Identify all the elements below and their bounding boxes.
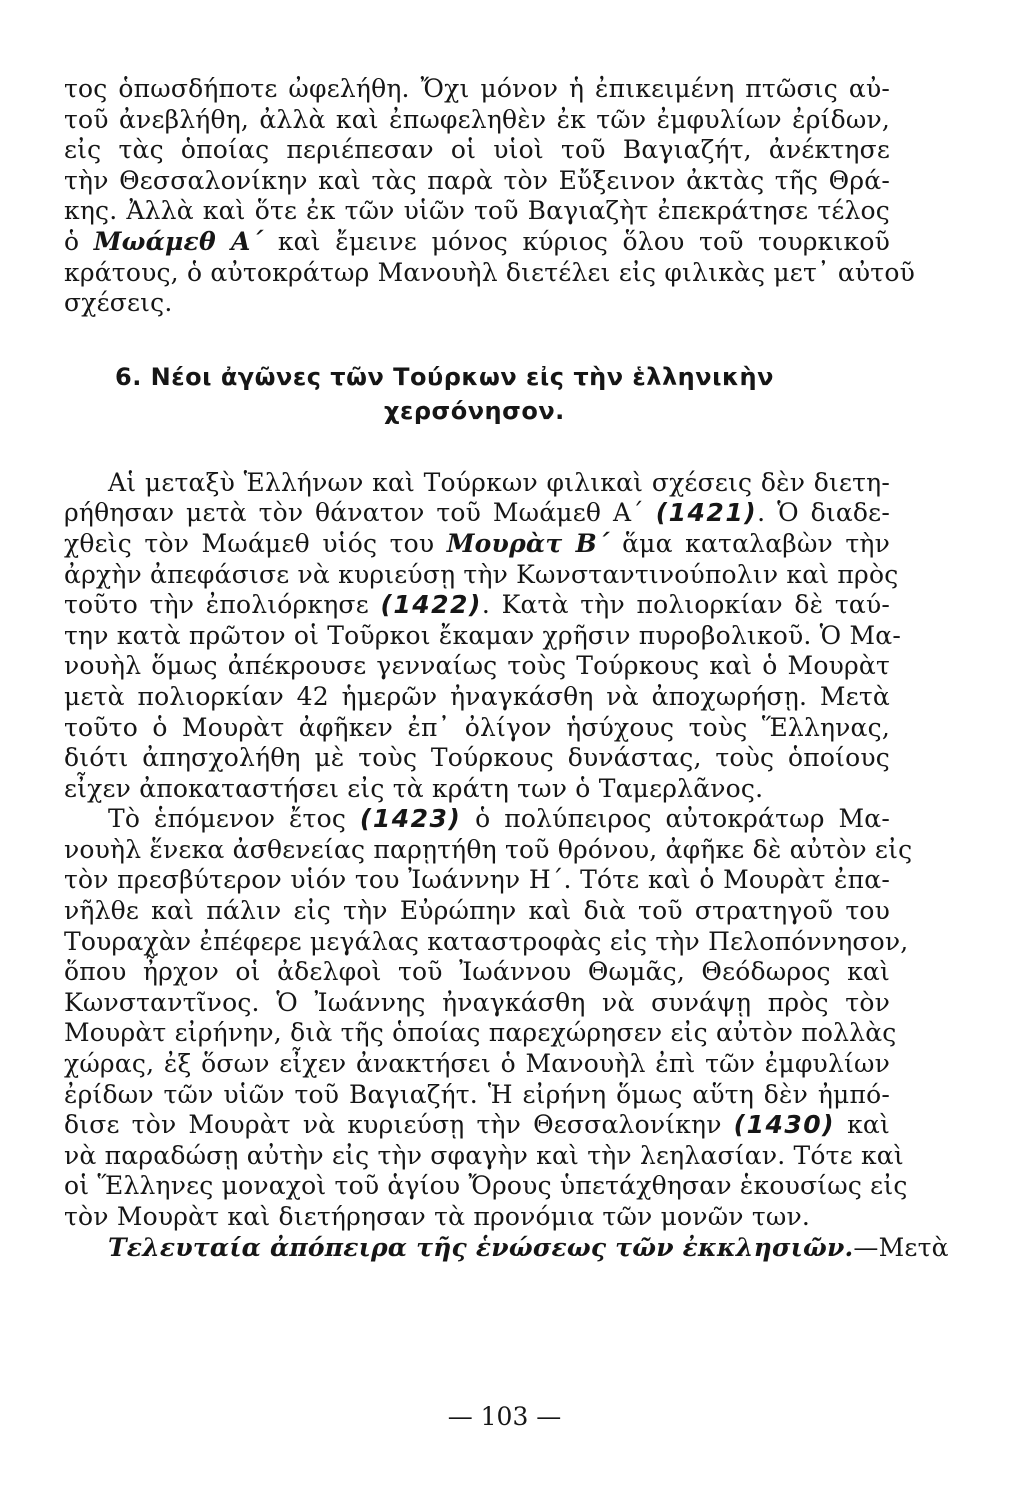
text-line: εἰς τὰς ὁποίας περιέπεσαν οἱ υἱοὶ τοῦ Βαγιαζήτ, ἀνέκτησε	[64, 135, 890, 165]
text-line: Τουραχὰν ἐπέφερε μεγάλας καταστροφὰς εἰς τὴν Πελοπόννησον,	[64, 926, 909, 956]
text-fragment: ὁ	[64, 226, 94, 256]
text-line	[64, 590, 890, 621]
text-fragment: χθεὶς τὸν Μωάμεθ υἱός του	[64, 528, 447, 558]
text-line: ἐρίδων τῶν υἱῶν τοῦ Βαγιαζήτ. Ἡ εἰρήνη ὅμως αὕτη δὲν ἠμπό-	[64, 1079, 890, 1109]
section-heading: 6. Νέοι ἀγῶνες τῶν Τούρκων εἰς τὴν ἑλληνικὴν	[115, 362, 774, 391]
text-line: χώρας, ἐξ ὅσων εἶχεν ἀνακτήσει ὁ Μανουὴλ ἐπὶ τῶν ἐμφυλίων	[64, 1049, 890, 1079]
text-line: σχέσεις.	[64, 288, 173, 318]
text-fragment: . Κατὰ τὴν πολιορκίαν δὲ ταύ-	[481, 590, 891, 620]
page-body	[64, 74, 949, 1263]
subheading-inline: Τελευταία ἀπόπειρα τῆς ἑνώσεως τῶν ἐκκλησιῶν.	[108, 1232, 854, 1262]
text-fragment: —Μετὰ	[853, 1232, 949, 1262]
text-fragment: καὶ	[835, 1110, 890, 1140]
text-line: κης. Ἀλλὰ καὶ ὅτε ἐκ τῶν υἱῶν τοῦ Βαγιαζὴτ ἐπεκράτησε τέλος	[64, 196, 890, 226]
text-line: ὅπου ἦρχον οἱ ἀδελφοὶ τοῦ Ἰωάννου Θωμᾶς, Θεόδωρος καὶ	[64, 957, 890, 987]
text-line: εἶχεν ἀποκαταστήσει εἰς τὰ κράτη των ὁ Ταμερλᾶνος.	[64, 773, 764, 803]
text-line: τὴν Θεσσαλονίκην καὶ τὰς παρὰ τὸν Εὔξεινον ἀκτὰς τῆς Θρά-	[64, 165, 890, 195]
text-line	[64, 529, 890, 560]
text-fragment: Τὸ ἑπόμενον ἔτος	[108, 804, 360, 834]
text-line	[64, 804, 890, 835]
text-fragment: τοῦτο τὴν ἐπολιόρκησε	[64, 590, 381, 620]
text-line: οἱ Ἕλληνες μοναχοὶ τοῦ ἁγίου Ὄρους ὑπετάχθησαν ἑκουσίως εἰς	[64, 1171, 908, 1201]
text-line: Κωνσταντῖνος. Ὁ Ἰωάννης ἠναγκάσθη νὰ συνάψῃ πρὸς τὸν	[64, 987, 890, 1017]
text-fragment: ἅμα καταλαβὼν τὴν	[609, 528, 890, 558]
text-fragment: ὁ πολύπειρος αὐτοκράτωρ Μα-	[461, 804, 891, 834]
text-line: νουὴλ ἕνεκα ἀσθενείας παρῃτήθη τοῦ θρόνου, ἀφῆκε δὲ αὐτὸν εἰς	[64, 834, 913, 864]
text-line: νὰ παραδώσῃ αὐτὴν εἰς τὴν σφαγὴν καὶ τὴν λεηλασίαν. Τότε καὶ	[64, 1140, 904, 1170]
section-heading-continued: χερσόνησον.	[384, 396, 565, 425]
text-line: την κατὰ πρῶτον οἱ Τοῦρκοι ἔκαμαν χρῆσιν πυροβολικοῦ. Ὁ Μα-	[64, 620, 901, 650]
text-line: ἀρχὴν ἀπεφάσισε νὰ κυριεύσῃ τὴν Κωνσταντινούπολιν καὶ πρὸς	[64, 559, 899, 589]
text-line: νουὴλ ὅμως ἀπέκρουσε γενναίως τοὺς Τούρκους καὶ ὁ Μουρὰτ	[64, 651, 890, 681]
text-line: τὸν Μουρὰτ καὶ διετήρησαν τὰ προνόμια τῶν μονῶν των.	[64, 1202, 810, 1231]
text-fragment: δισε τὸν Μουρὰτ νὰ κυριεύσῃ τὴν Θεσσαλονίκην	[64, 1110, 734, 1140]
text-line: διότι ἀπησχολήθη μὲ τοὺς Τούρκους δυνάστας, τοὺς ὁποίους	[64, 743, 890, 773]
year-emphasis: (1430)	[733, 1110, 836, 1140]
text-line: κράτους, ὁ αὐτοκράτωρ Μανουὴλ διετέλει εἰς φιλικὰς μετ᾽ αὐτοῦ	[64, 257, 915, 287]
text-line	[64, 498, 890, 529]
text-line	[64, 1110, 890, 1141]
text-line	[64, 1232, 949, 1264]
year-emphasis: (1421)	[655, 498, 758, 528]
text-fragment: καὶ ἔμεινε μόνος κύριος ὅλου τοῦ τουρκικοῦ	[263, 226, 890, 256]
emphasis-name: Μωάμεθ Α΄	[93, 226, 264, 256]
text-line: τοῦ ἀνεβλήθη, ἀλλὰ καὶ ἐπωφεληθὲν ἐκ τῶν ἐμφυλίων ἐρίδων,	[64, 104, 890, 134]
text-line: μετὰ πολιορκίαν 42 ἡμερῶν ἠναγκάσθη νὰ ἀποχωρήσῃ. Μετὰ	[64, 681, 890, 711]
text-fragment: . Ὁ διαδε-	[757, 498, 890, 528]
page-number: — 103 —	[447, 1402, 562, 1431]
year-emphasis: (1422)	[380, 590, 482, 620]
text-line: νῆλθε καὶ πάλιν εἰς τὴν Εὐρώπην καὶ διὰ τοῦ στρατηγοῦ του	[64, 896, 890, 926]
text-line: τος ὁπωσδήποτε ὠφελήθη. Ὄχι μόνον ἡ ἐπικειμένη πτῶσις αὐ-	[64, 74, 890, 103]
text-line: Μουρὰτ εἰρήνην, διὰ τῆς ὁποίας παρεχώρησεν εἰς αὐτὸν πολλὰς	[64, 1018, 897, 1048]
text-fragment: ρήθησαν μετὰ τὸν θάνατον τοῦ Μωάμεθ Α΄	[64, 498, 656, 528]
text-line: τὸν πρεσβύτερον υἱόν του Ἰωάννην Η΄. Τότε καὶ ὁ Μουρὰτ ἐπα-	[64, 865, 890, 895]
year-emphasis: (1423)	[359, 804, 462, 834]
text-line	[64, 227, 890, 258]
text-line: Αἱ μεταξὺ Ἑλλήνων καὶ Τούρκων φιλικαὶ σχέσεις δὲν διετη-	[108, 467, 890, 497]
text-line: τοῦτο ὁ Μουρὰτ ἀφῆκεν ἐπ᾽ ὀλίγον ἡσύχους τοὺς Ἕλληνας,	[64, 712, 890, 742]
emphasis-name: Μουρὰτ Β΄	[446, 528, 610, 558]
